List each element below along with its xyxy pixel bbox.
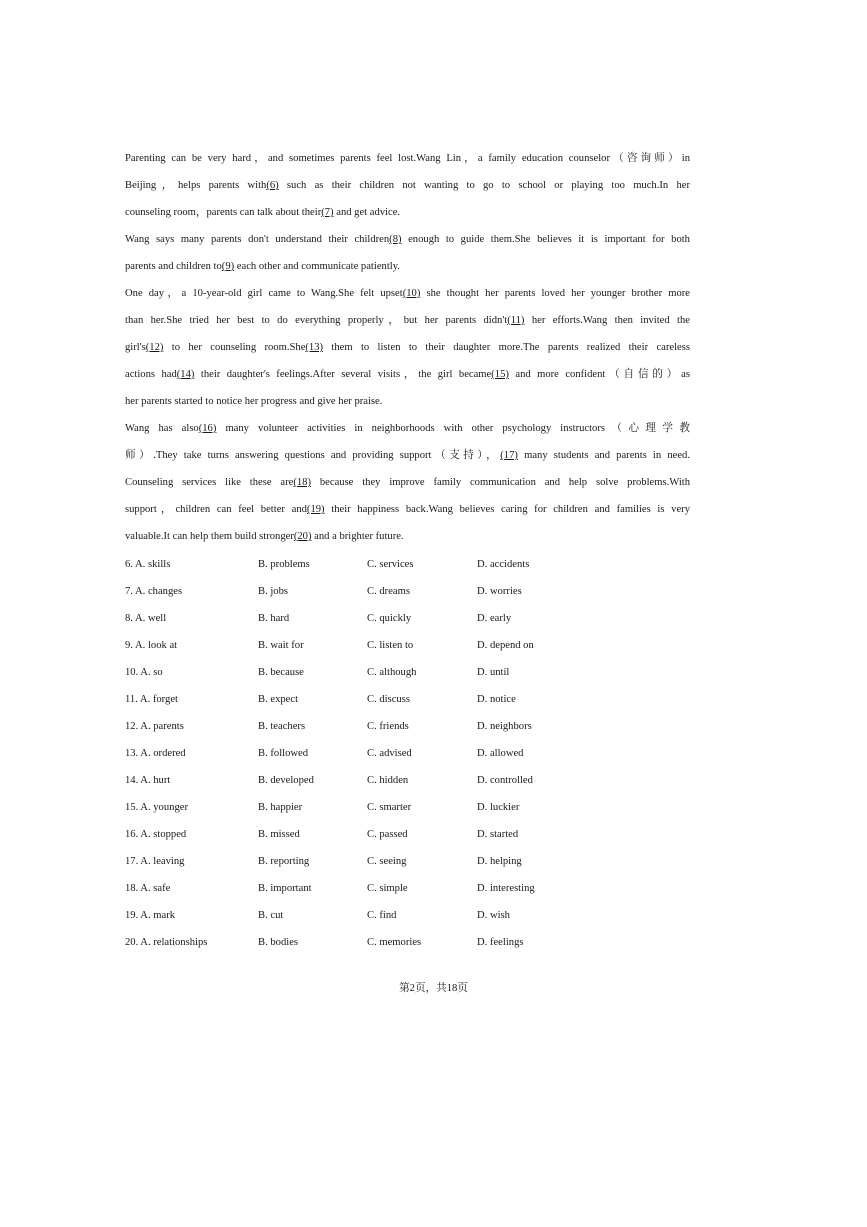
blank-number: (20) <box>293 531 312 542</box>
option-d: D. started <box>477 829 519 840</box>
blank-number: (7) <box>321 207 334 218</box>
question-row <box>125 713 690 740</box>
option-c: C. dreams <box>367 586 410 597</box>
reading-passage <box>125 145 690 550</box>
option-a: 7. A. changes <box>125 586 183 597</box>
passage-text: One day，a 10-year-old girl came to Wang.She felt upset <box>125 288 403 299</box>
option-d: D. notice <box>477 694 516 705</box>
passage-text: and get advice. <box>333 207 401 218</box>
option-c: C. friends <box>367 721 409 732</box>
blank-number: (16) <box>198 423 217 434</box>
passage-text: and more confident（自信的）as <box>508 369 690 380</box>
passage-text: Counseling services like these are <box>125 477 294 488</box>
option-b: B. teachers <box>258 721 306 732</box>
option-c: C. simple <box>367 883 408 894</box>
question-row <box>125 632 690 659</box>
passage-text: many students and parents in need. <box>517 450 690 461</box>
passage-text: their happiness back.Wang believes caring for children and families is very <box>324 504 690 515</box>
option-d: D. early <box>477 613 512 624</box>
option-a: 15. A. younger <box>125 802 188 813</box>
blank-number: (12) <box>145 342 164 353</box>
option-c: C. memories <box>367 937 422 948</box>
option-b: B. important <box>258 883 312 894</box>
passage-line <box>125 361 690 388</box>
question-row <box>125 848 690 875</box>
option-a: 16. A. stopped <box>125 829 187 840</box>
passage-line <box>125 172 690 199</box>
blank-number: (10) <box>402 288 421 299</box>
option-d: D. depend on <box>477 640 534 651</box>
question-row <box>125 929 690 956</box>
question-row <box>125 578 690 605</box>
passage-line <box>125 334 690 361</box>
option-c: C. quickly <box>367 613 412 624</box>
passage-text: many volunteer activities in neighborhoods with other psychology instructors（心理学教 <box>216 423 690 434</box>
blank-number: (6) <box>266 180 279 191</box>
question-row <box>125 794 690 821</box>
passage-line <box>125 145 690 172</box>
passage-text: she thought her parents loved her younger brother more <box>420 288 690 299</box>
passage-line <box>125 442 690 469</box>
passage-text: Wang says many parents don't understand their children <box>125 234 390 245</box>
option-b: B. reporting <box>258 856 310 867</box>
option-b: B. developed <box>258 775 314 786</box>
option-d: D. accidents <box>477 559 530 570</box>
blank-number: (17) <box>500 450 518 461</box>
passage-text: actions had <box>125 369 177 380</box>
question-row <box>125 902 690 929</box>
option-c: C. although <box>367 667 417 678</box>
question-row <box>125 740 690 767</box>
blank-number: (14) <box>176 369 195 380</box>
option-d: D. interesting <box>477 883 535 894</box>
option-a: 13. A. ordered <box>125 748 186 759</box>
blank-number: (15) <box>491 369 509 380</box>
option-d: D. helping <box>477 856 522 867</box>
passage-text: such as their children not wanting to go to school or playing too much.In her <box>278 180 690 191</box>
passage-text: Wang has also <box>125 423 199 434</box>
passage-line <box>125 226 690 253</box>
passage-text: their daughter's feelings.After several visits，the girl became <box>194 369 492 380</box>
passage-text: and a brighter future. <box>311 531 404 542</box>
option-b: B. cut <box>258 910 284 921</box>
question-row <box>125 551 690 578</box>
option-a: 11. A. forget <box>125 694 178 705</box>
option-b: B. problems <box>258 559 310 570</box>
passage-text: enough to guide them.She believes it is important for both <box>401 234 690 245</box>
option-d: D. allowed <box>477 748 524 759</box>
option-a: 19. A. mark <box>125 910 176 921</box>
passage-line <box>125 415 690 442</box>
option-d: D. wish <box>477 910 510 921</box>
passage-text: Beijing，helps parents with <box>125 180 267 191</box>
option-b: B. wait for <box>258 640 304 651</box>
passage-text: them to listen to their daughter more.The parents realized their careless <box>323 342 690 353</box>
question-row <box>125 686 690 713</box>
passage-line <box>125 280 690 307</box>
option-a: 10. A. so <box>125 667 163 678</box>
question-row <box>125 605 690 632</box>
passage-line <box>125 388 690 415</box>
option-d: D. until <box>477 667 510 678</box>
option-c: C. smarter <box>367 802 412 813</box>
passage-text: valuable.It can help them build stronger <box>125 531 294 542</box>
option-d: D. controlled <box>477 775 533 786</box>
blank-number: (11) <box>507 315 525 326</box>
option-c: C. discuss <box>367 694 410 705</box>
answer-options <box>125 551 690 956</box>
passage-line <box>125 199 690 226</box>
page-number: 第2页，共18页 <box>399 983 468 994</box>
passage-line <box>125 253 690 280</box>
question-row <box>125 821 690 848</box>
blank-number: (18) <box>293 477 312 488</box>
option-b: B. missed <box>258 829 300 840</box>
blank-number: (8) <box>389 234 402 245</box>
option-c: C. services <box>367 559 414 570</box>
passage-text: 师）.They take turns answering questions and providing support（支持）， <box>125 450 501 461</box>
option-b: B. hard <box>258 613 290 624</box>
option-a: 14. A. hurt <box>125 775 171 786</box>
option-c: C. passed <box>367 829 408 840</box>
passage-text: to her counseling room.She <box>163 342 306 353</box>
option-d: D. neighbors <box>477 721 532 732</box>
passage-text: girl's <box>125 342 146 353</box>
blank-number: (13) <box>305 342 324 353</box>
passage-text: her efforts.Wang then invited the <box>524 315 690 326</box>
option-d: D. worries <box>477 586 522 597</box>
option-c: C. listen to <box>367 640 414 651</box>
question-row <box>125 875 690 902</box>
passage-line <box>125 496 690 523</box>
passage-text: parents and children to <box>125 261 222 272</box>
option-a: 9. A. look at <box>125 640 178 651</box>
option-a: 8. A. well <box>125 613 167 624</box>
passage-line <box>125 469 690 496</box>
option-a: 17. A. leaving <box>125 856 185 867</box>
question-row <box>125 767 690 794</box>
option-b: B. followed <box>258 748 309 759</box>
option-a: 20. A. relationships <box>125 937 208 948</box>
option-d: D. luckier <box>477 802 520 813</box>
question-row <box>125 659 690 686</box>
option-d: D. feelings <box>477 937 524 948</box>
blank-number: (19) <box>306 504 325 515</box>
passage-text: because they improve family communication and help solve problems.With <box>311 477 690 488</box>
option-c: C. find <box>367 910 397 921</box>
passage-text: than her.She tried her best to do everything properly，but her parents didn't <box>125 315 508 326</box>
passage-text: each other and communicate patiently. <box>234 261 400 272</box>
passage-line <box>125 523 690 550</box>
blank-number: (9) <box>221 261 235 272</box>
option-b: B. happier <box>258 802 303 813</box>
passage-text: Parenting can be very hard，and sometimes parents feel lost.Wang Lin，a family education counselor（咨询师）in <box>125 153 690 164</box>
option-a: 6. A. skills <box>125 559 171 570</box>
option-a: 12. A. parents <box>125 721 184 732</box>
option-b: B. because <box>258 667 304 678</box>
option-c: C. seeing <box>367 856 407 867</box>
option-a: 18. A. safe <box>125 883 171 894</box>
option-b: B. jobs <box>258 586 289 597</box>
passage-line <box>125 307 690 334</box>
option-c: C. hidden <box>367 775 409 786</box>
passage-text: support，children can feel better and <box>125 504 307 515</box>
option-b: B. expect <box>258 694 299 705</box>
option-c: C. advised <box>367 748 412 759</box>
passage-text: counseling room，parents can talk about their <box>125 207 322 218</box>
option-b: B. bodies <box>258 937 299 948</box>
passage-text: her parents started to notice her progress and give her praise. <box>125 396 383 407</box>
